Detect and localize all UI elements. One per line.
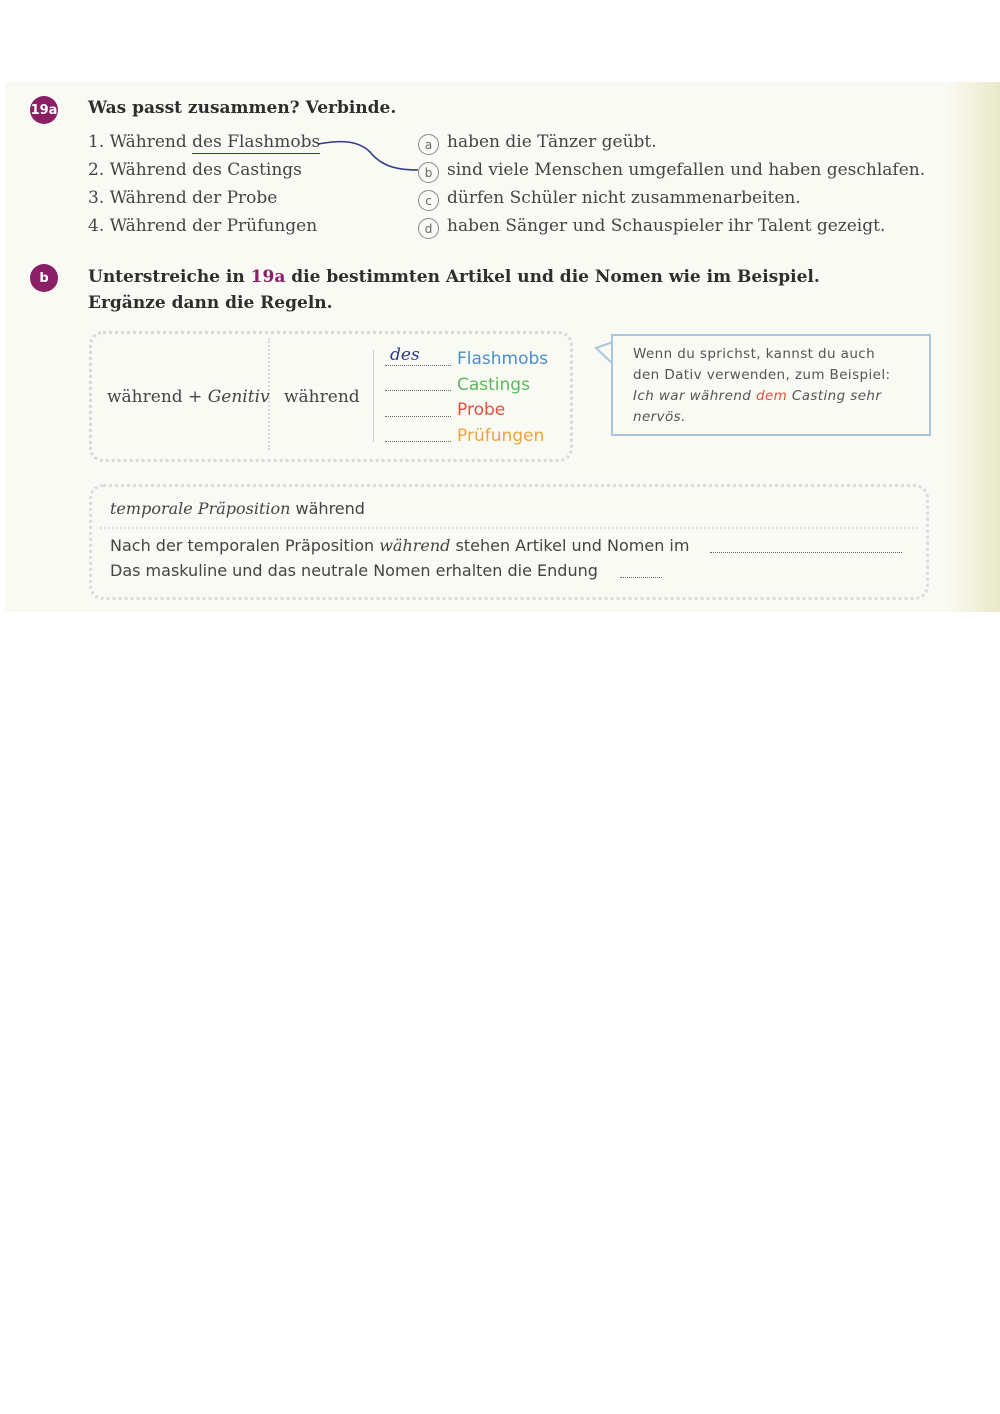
noun-probe: Probe [457,400,506,420]
rule-title-text: während [290,499,365,518]
rule-text: Nach der temporalen Präposition [110,536,380,555]
answer-letter-a: a [418,134,439,155]
rule-box-divider [100,527,918,529]
label-text: während + [107,387,208,407]
note-box [611,334,931,436]
rule-line-2: Das maskuline und das neutrale Nomen erhalten die Endung [110,561,598,580]
grammar-label-genitive [107,387,270,407]
match-item-3 [88,188,277,208]
note-text [633,344,923,428]
answer-text-c: dürfen Schüler nicht zusammenarbeiten. [447,188,801,208]
answer-text-d: haben Sänger und Schauspieler ihr Talent gezeigt. [447,216,886,236]
title-text: die bestimmten Artikel und die Nomen wie im Beispiel. [285,267,820,287]
exercise-a-title: Was passt zusammen? Verbinde. [88,98,397,118]
article-blank-4[interactable] [385,441,451,442]
rule-title-italic: temporale Präposition [110,499,291,518]
rule-box-title [110,499,365,518]
exercise-reference: 19a [250,267,286,287]
match-item-1 [88,132,320,152]
exercise-b-title-line1 [88,267,820,287]
noun-flashmobs: Flashmobs [457,349,549,369]
match-item-prefix: 3. Während [88,188,193,208]
rule-line-1 [110,536,689,555]
match-item-4 [88,216,317,236]
note-line: Wenn du sprichst, kannst du auch [633,346,876,362]
match-item-phrase-underlined: des Flashmobs [192,132,321,152]
title-text: Unterstreiche in [88,267,251,287]
rule-blank-case[interactable] [710,552,902,553]
match-item-2 [88,160,302,180]
rule-text: stehen Artikel und Nomen im [450,536,690,555]
answer-letter-c: c [418,190,439,211]
exercise-badge-b: b [30,264,58,292]
match-item-phrase: des Castings [192,160,302,180]
match-item-phrase: der Probe [192,188,278,208]
answer-letter-d: d [418,218,439,239]
exercise-b-title-line2: Ergänze dann die Regeln. [88,293,333,313]
example-text: Ich war während [633,388,756,404]
match-item-prefix: 4. Während [88,216,193,236]
rule-blank-ending[interactable] [620,577,662,578]
answer-text-a: haben die Tänzer geübt. [447,132,657,152]
handwritten-article-answer: des [390,345,420,365]
answer-text-b: sind viele Menschen umgefallen und haben geschlafen. [447,160,926,180]
example-text: Casting sehr [787,388,882,404]
match-item-prefix: 1. Während [88,132,193,152]
note-example [633,386,923,407]
connection-line-1-to-b [300,130,425,180]
noun-pruefungen: Prüfungen [457,426,545,446]
page-edge-shading [945,82,1000,612]
label-italic: Genitiv [207,387,270,407]
rule-italic: während [379,536,451,555]
article-blank-2[interactable] [385,390,451,391]
grammar-label-preposition: während [284,387,360,407]
example-highlight: dem [755,388,788,404]
answer-letter-b: b [418,162,439,183]
match-item-prefix: 2. Während [88,160,193,180]
grammar-table-divider [373,350,374,442]
note-example: nervös. [633,409,686,425]
note-line: den Dativ verwenden, zum Beispiel: [633,367,891,383]
match-item-phrase: der Prüfungen [192,216,318,236]
exercise-badge-19a: 19a [30,96,58,124]
article-blank-1[interactable] [385,365,451,366]
noun-castings: Castings [457,375,530,395]
article-blank-3[interactable] [385,416,451,417]
